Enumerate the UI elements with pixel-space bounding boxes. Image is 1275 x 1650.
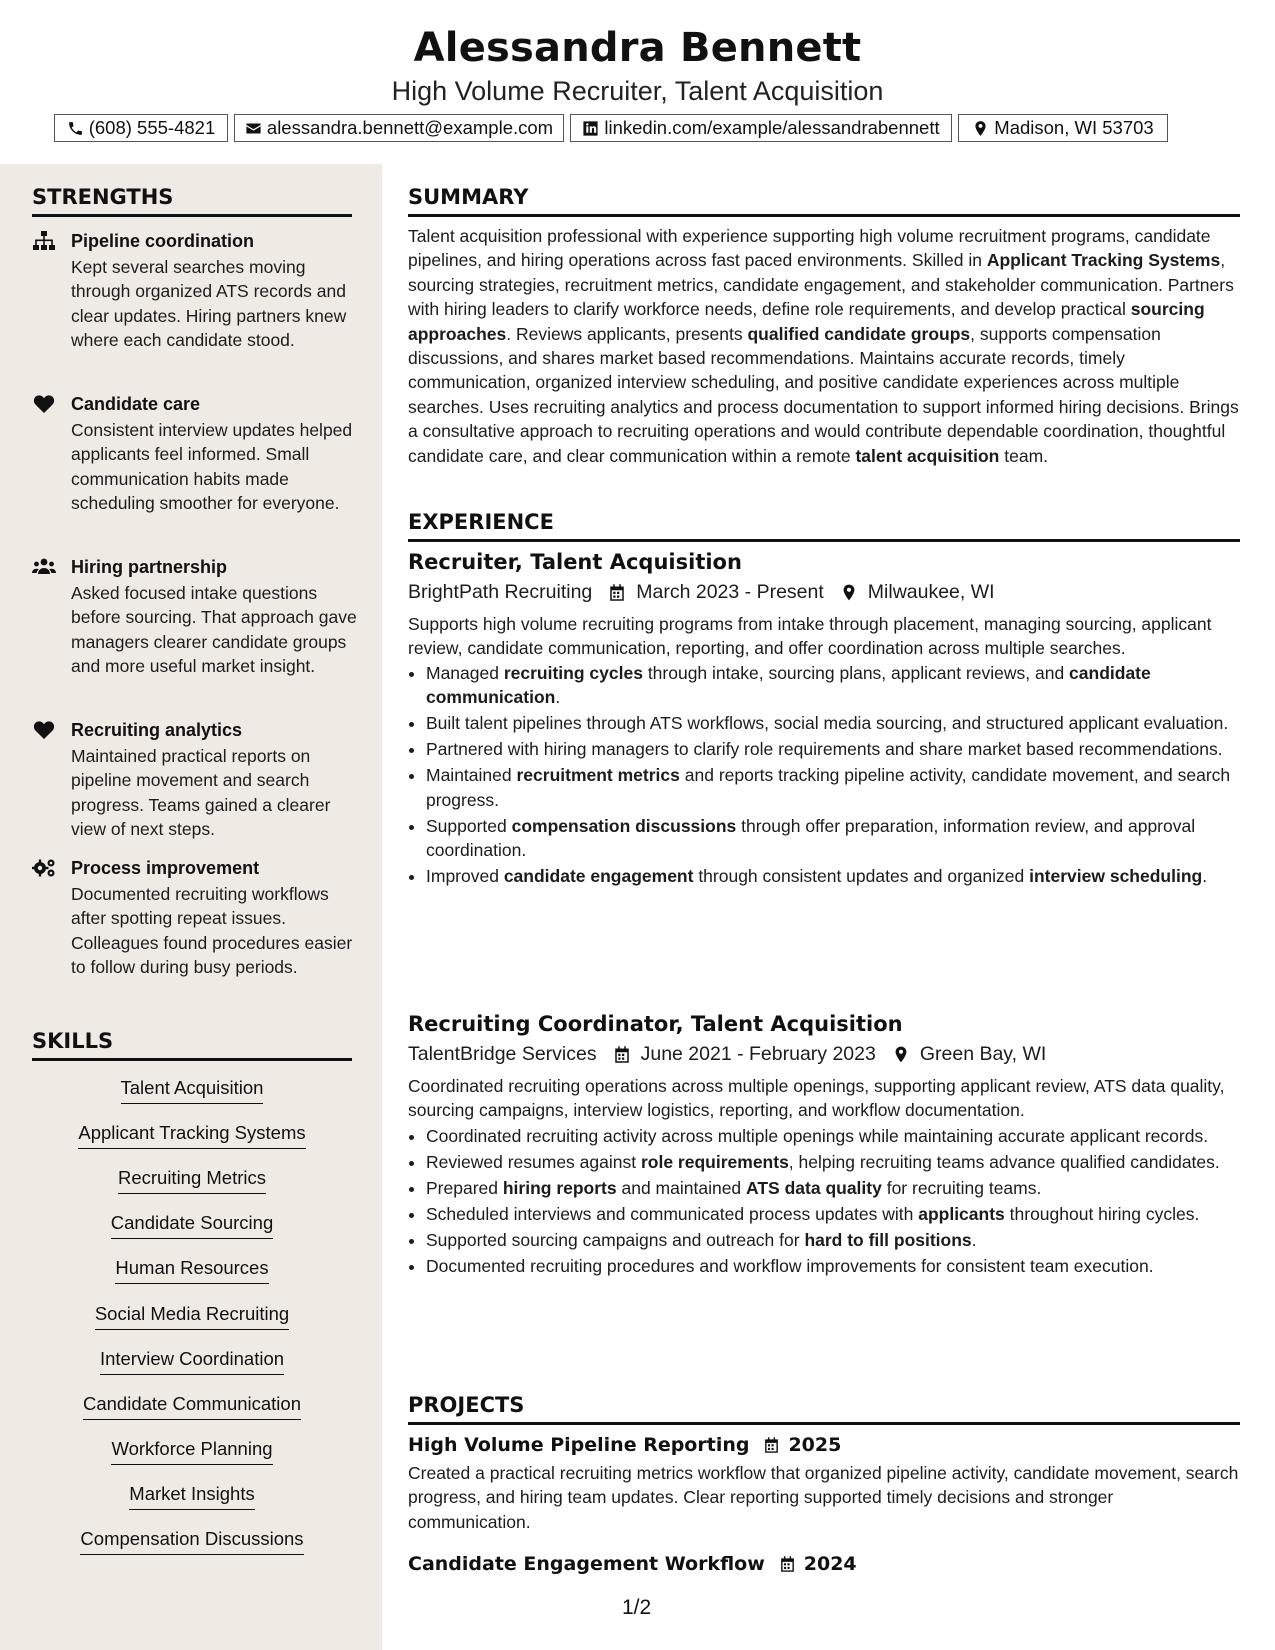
experience-section — [408, 509, 1240, 542]
heart-icon — [32, 720, 56, 740]
list-item: • Coordinated recruiting activity across multiple openings while maintaining accurate applicant records. — [426, 1124, 1240, 1148]
skill-tag: Recruiting Metrics — [32, 1166, 352, 1196]
project-header — [408, 1432, 1240, 1458]
job-entry — [408, 1010, 1240, 1280]
strength-title: Pipeline coordination — [71, 231, 255, 251]
strength-item — [32, 229, 362, 369]
strength-title: Hiring partnership — [71, 557, 228, 577]
job-dates: March 2023 - Present — [636, 581, 824, 603]
contact-linkedin[interactable] — [570, 114, 952, 142]
projects-heading: PROJECTS — [408, 1392, 1240, 1425]
strengths-heading: STRENGTHS — [32, 184, 352, 217]
job-location: Milwaukee, WI — [867, 581, 995, 603]
list-item: • Documented recruiting procedures and workflow improvements for consistent team execution. — [426, 1254, 1240, 1278]
sitemap-icon — [32, 231, 56, 251]
job-meta — [408, 1040, 1240, 1068]
users-icon — [32, 557, 56, 577]
linkedin-icon — [582, 120, 599, 137]
envelope-icon — [245, 120, 262, 137]
project-title: Candidate Engagement Workflow — [408, 1553, 765, 1575]
skill-tag: Interview Coordination — [32, 1347, 352, 1377]
job-bullets — [408, 1124, 1240, 1278]
contact-bar — [54, 114, 1217, 144]
job-title: Recruiter, Talent Acquisition — [408, 550, 742, 574]
job-company: TalentBridge Services — [408, 1043, 597, 1065]
project-title: High Volume Pipeline Reporting — [408, 1434, 750, 1456]
list-item: • Supported compensation discussions through offer preparation, information review, and approval coordination. — [426, 814, 1240, 863]
job-description: Supports high volume recruiting programs from intake through placement, managing sourcing, applicant review, candidate communication, reporting, and offer coordination across multiple searches. — [408, 614, 1212, 659]
skill-tag: Human Resources — [32, 1256, 352, 1286]
project-year: 2025 — [788, 1434, 842, 1456]
sidebar — [0, 164, 382, 1650]
job-location: Green Bay, WI — [919, 1043, 1047, 1065]
job-entry — [408, 548, 1240, 890]
list-item: • Managed recruiting cycles through intake, sourcing plans, applicant reviews, and candidate communication. — [426, 661, 1240, 710]
list-item: • Maintained recruitment metrics and reports tracking pipeline activity, candidate movement, and search progress. — [426, 763, 1240, 812]
job-title: Recruiting Coordinator, Talent Acquisition — [408, 1012, 903, 1036]
project-entry — [408, 1432, 1240, 1534]
job-description: Coordinated recruiting operations across multiple openings, supporting applicant review, ATS data quality, sourcing campaigns, interview logistics, reporting, and workflow documentation. — [408, 1076, 1225, 1121]
list-item: • Reviewed resumes against role requirements, helping recruiting teams advance qualified candidates. — [426, 1150, 1240, 1174]
list-item: • Built talent pipelines through ATS workflows, social media sourcing, and structured applicant evaluation. — [426, 711, 1240, 735]
list-item: • Partnered with hiring managers to clarify role requirements and share market based recommendations. — [426, 737, 1240, 761]
calendar-icon — [608, 583, 626, 602]
skill-tag: Compensation Discussions — [32, 1527, 352, 1557]
strength-title: Recruiting analytics — [71, 720, 243, 740]
skill-tag: Candidate Sourcing — [32, 1211, 352, 1241]
skill-tag: Candidate Communication — [32, 1392, 352, 1422]
email-text: alessandra.bennett@example.com — [266, 117, 554, 138]
job-meta — [408, 578, 1240, 606]
list-item: • Improved candidate engagement through consistent updates and organized interview scheduling. — [426, 864, 1240, 888]
strength-title: Process improvement — [71, 858, 260, 878]
strength-title: Candidate care — [71, 394, 201, 414]
strength-text: Kept several searches moving through organized ATS records and clear updates. Hiring partners knew where each candidate stood. — [71, 257, 347, 351]
project-description: Created a practical recruiting metrics workflow that organized pipeline activity, candidate movement, search progress, and hiring team updates. Clear reporting supported timely decisions and stronger communication. — [408, 1463, 1239, 1532]
skills-heading: SKILLS — [32, 1028, 352, 1061]
contact-phone[interactable] — [54, 114, 228, 142]
job-dates: June 2021 - February 2023 — [640, 1043, 876, 1065]
summary-section — [408, 184, 1240, 468]
calendar-icon — [763, 1436, 780, 1454]
phone-text: (608) 555-4821 — [88, 117, 216, 138]
heart-icon — [32, 394, 56, 414]
resume-header — [0, 0, 1275, 164]
skill-tag: Applicant Tracking Systems — [32, 1121, 352, 1151]
skill-tag: Talent Acquisition — [32, 1076, 352, 1106]
skill-tag: Social Media Recruiting — [32, 1302, 352, 1332]
strength-item — [32, 856, 362, 996]
contact-email[interactable] — [234, 114, 564, 142]
map-marker-icon — [892, 1045, 910, 1064]
strength-text: Asked focused intake questions before sourcing. That approach gave managers clearer candidate groups and more useful market insight. — [71, 583, 357, 677]
list-item: • Supported sourcing campaigns and outreach for hard to fill positions. — [426, 1228, 1240, 1252]
contact-location[interactable] — [958, 114, 1168, 142]
linkedin-text: linkedin.com/example/alessandrabennett — [604, 117, 940, 138]
project-header — [408, 1551, 1240, 1577]
calendar-icon — [779, 1555, 796, 1573]
candidate-title: High Volume Recruiter, Talent Acquisition — [391, 76, 884, 106]
location-text: Madison, WI 53703 — [994, 117, 1154, 138]
summary-text: Talent acquisition professional with experience supporting high volume recruitment programs, candidate pipelines, and hiring operations across fast paced environments. Skilled in Applicant Tracking Systems, sourcing strategies, recruitment metrics, candidate engagement, and stakeholder communication. Partners with hiring leaders to clarify workforce needs, define role requirements, and develop practical sourcing approaches. Reviews applicants, presents qualified candidate groups, supports compensation discussions, and shares market based recommendations. Maintains accurate records, timely communication, organized interview scheduling, and positive candidate experiences across multiple searches. Uses recruiting analytics and process documentation to support informed hiring decisions. Brings a consultative approach to recruiting operations and would contribute dependable coordination, thoughtful candidate care, and clear communication within a remote talent acquisition team. — [408, 226, 1239, 466]
list-item: • Prepared hiring reports and maintained ATS data quality for recruiting teams. — [426, 1176, 1240, 1200]
project-entry — [408, 1551, 1240, 1577]
experience-heading: EXPERIENCE — [408, 509, 1240, 542]
page-number: 1/2 — [622, 1596, 652, 1619]
map-marker-icon — [972, 120, 989, 137]
gears-icon — [32, 858, 56, 878]
job-company: BrightPath Recruiting — [408, 581, 593, 603]
strength-item — [32, 718, 362, 838]
strength-text: Documented recruiting workflows after spotting repeat issues. Colleagues found procedures easier to follow during busy periods. — [71, 884, 353, 978]
map-marker-icon — [840, 583, 858, 602]
summary-heading: SUMMARY — [408, 184, 1240, 217]
project-year: 2024 — [803, 1553, 857, 1575]
skill-tag: Workforce Planning — [32, 1437, 352, 1467]
strength-item — [32, 555, 362, 695]
strength-text: Maintained practical reports on pipeline movement and search progress. Teams gained a clearer view of next steps. — [71, 746, 331, 840]
phone-icon — [67, 120, 84, 137]
calendar-icon — [613, 1045, 631, 1064]
strength-item — [32, 392, 362, 532]
strength-text: Consistent interview updates helped applicants feel informed. Small communication habits made scheduling smoother for everyone. — [71, 420, 353, 514]
list-item: • Scheduled interviews and communicated process updates with applicants throughout hiring cycles. — [426, 1202, 1240, 1226]
projects-section — [408, 1392, 1240, 1425]
skill-tag: Market Insights — [32, 1482, 352, 1512]
job-bullets — [408, 661, 1240, 889]
candidate-name: Alessandra Bennett — [413, 25, 862, 71]
